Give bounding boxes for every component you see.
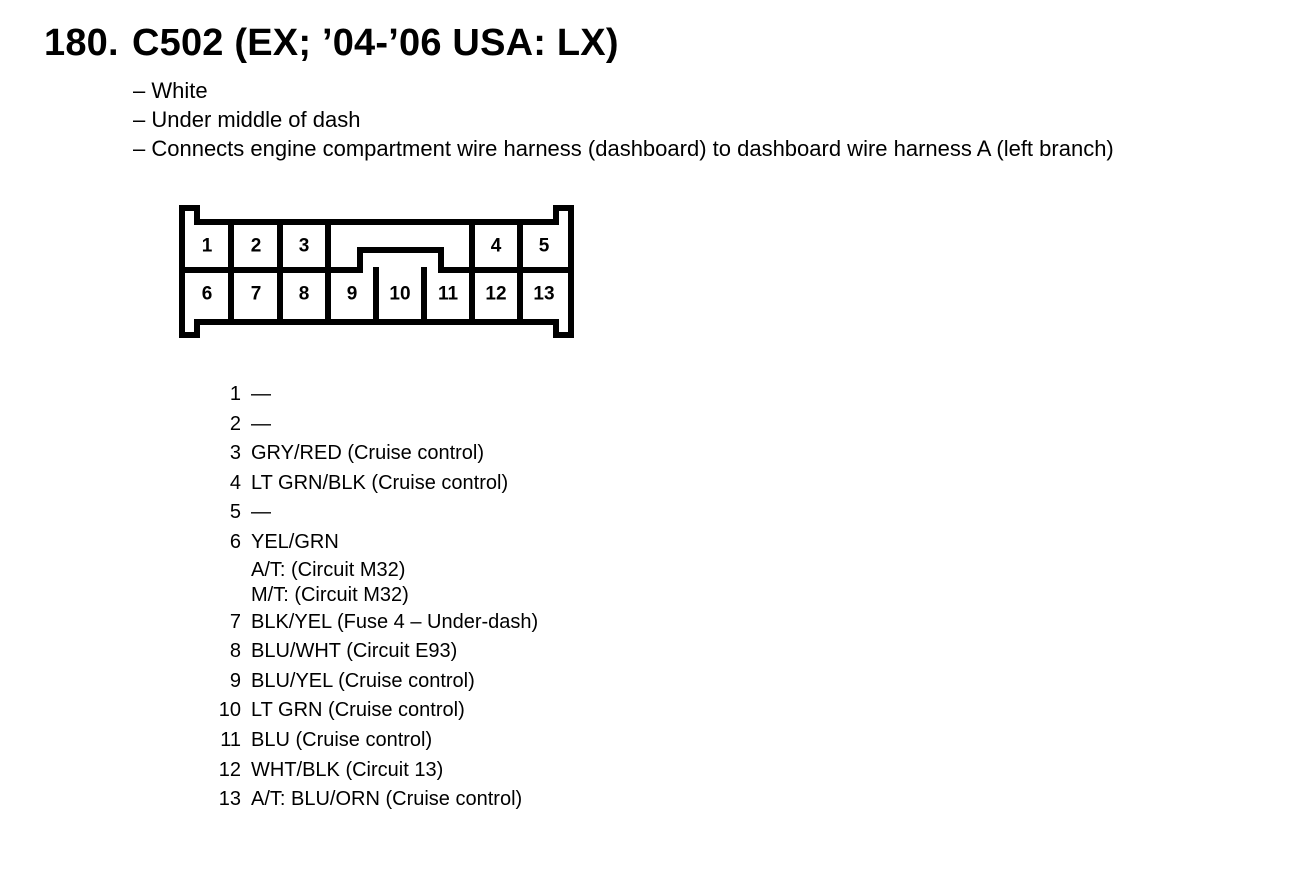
pin-description: A/T: BLU/ORN (Cruise control) [251,788,523,811]
pin-row-7 [200,608,538,638]
pin-row-3 [200,439,538,469]
pin-row-6 [200,528,538,608]
note-color: – White [133,78,208,103]
note-location: – Under middle of dash [133,107,361,132]
pin-row-9 [200,667,538,697]
pin-description: BLU/WHT (Circuit E93) [251,640,458,663]
pin-description: WHT/BLK (Circuit 13) [251,758,444,781]
connector-number: 180. [44,22,119,64]
pin-number: 5 [229,501,241,524]
cavity-10: 10 [389,283,411,305]
pin-list [200,380,538,815]
cavity-3: 3 [298,235,310,257]
cavity-13: 13 [533,283,555,305]
pin-description: — [251,383,271,405]
note-connection: – Connects engine compartment wire harness (dashboard) to dashboard wire harness A (left branch) [133,136,1114,161]
pin-number: 7 [229,610,241,633]
pin-sub-description-mt: M/T: (Circuit M32) [251,583,409,606]
cavity-4: 4 [490,235,502,257]
pin-description: BLU (Cruise control) [251,728,433,751]
pin-number: 2 [229,412,241,435]
cavity-8: 8 [298,283,310,305]
pin-row-12 [200,756,538,786]
cavity-11: 11 [437,283,459,305]
connector-name: C502 (EX; ’04-’06 USA: LX) [132,22,619,64]
pin-row-4 [200,469,538,499]
pin-description: LT GRN/BLK (Cruise control) [251,471,509,494]
pin-number: 3 [229,442,241,465]
cavity-7: 7 [250,283,262,305]
pin-row-1 [200,380,538,410]
pin-number: 4 [229,471,241,494]
cavity-9: 9 [346,283,358,305]
pin-description: BLK/YEL (Fuse 4 – Under-dash) [251,610,539,633]
pin-number: 13 [218,788,241,811]
pin-row-2 [200,410,538,440]
pin-description: LT GRN (Cruise control) [251,699,465,722]
pin-number: 9 [229,669,241,692]
pin-description: — [251,412,271,435]
pin-row-10 [200,696,538,726]
pin-description: BLU/YEL (Cruise control) [251,669,475,692]
pin-row-11 [200,726,538,756]
cavity-12: 12 [485,283,507,305]
pin-number: 1 [229,383,241,405]
pin-number: 6 [229,530,241,553]
pin-description: — [251,501,271,524]
cavity-6: 6 [201,283,213,305]
pin-row-13 [200,785,538,815]
pin-sub-description-at: A/T: (Circuit M32) [251,558,406,581]
cavity-2: 2 [250,235,262,257]
pin-number: 12 [218,758,241,781]
cavity-1: 1 [201,235,213,257]
pin-number: 11 [220,728,241,751]
cavity-5: 5 [538,235,550,257]
pin-number: 8 [229,640,241,663]
locking-tab [330,250,470,270]
pin-number: 10 [218,699,241,722]
pin-description: GRY/RED (Cruise control) [251,442,485,465]
pin-row-5 [200,498,538,528]
pin-description: YEL/GRN [251,530,339,553]
pin-row-8 [200,637,538,667]
